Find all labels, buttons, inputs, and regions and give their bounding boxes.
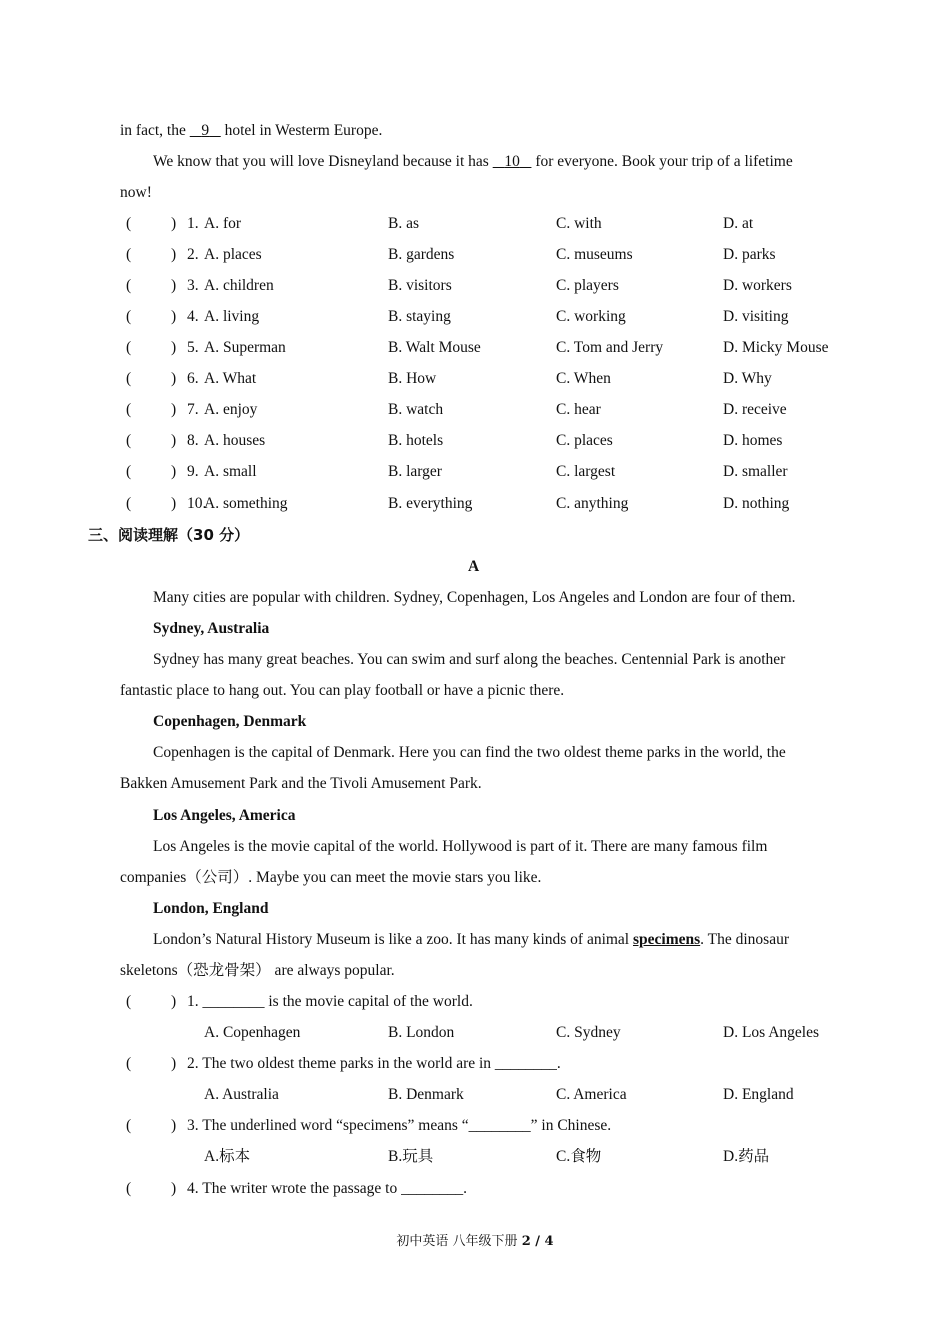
option-b: B.玩具	[388, 1148, 434, 1165]
la-text-2: companies（公司）. Maybe you can meet the movie stars you like.	[120, 869, 542, 886]
answer-bracket-close: )	[171, 277, 177, 294]
copenhagen-text-2: Bakken Amusement Park and the Tivoli Amusement Park.	[120, 775, 482, 792]
question-number: 7.	[187, 401, 199, 418]
reading-options	[126, 1147, 866, 1167]
cloze-line-3: now!	[120, 184, 152, 201]
answer-bracket[interactable]: (	[126, 463, 132, 480]
reading-question	[126, 1179, 866, 1199]
question-stem: 2. The two oldest theme parks in the world are in ________.	[187, 1055, 561, 1072]
answer-bracket-close: )	[171, 993, 177, 1010]
option-d: D. visiting	[723, 308, 789, 325]
cloze-line-1	[120, 121, 382, 141]
london-text: . The dinosaur	[700, 931, 789, 948]
option-b: B. larger	[388, 463, 442, 480]
option-a: A. living	[204, 308, 260, 325]
reading-question	[126, 1116, 866, 1136]
option-a: A. something	[204, 495, 288, 512]
section-title: 三、阅读理解（30 分）	[88, 526, 250, 544]
option-d: D. Micky Mouse	[723, 339, 829, 356]
cloze-text: We know that you will love Disneyland because it has	[153, 153, 489, 170]
blank-10: 10	[504, 153, 520, 170]
option-b: B. hotels	[388, 432, 444, 449]
cloze-question	[126, 369, 866, 389]
cloze-question	[126, 494, 866, 514]
sydney-text-2: fantastic place to hang out. You can play football or have a picnic there.	[120, 682, 565, 699]
option-b: B. gardens	[388, 246, 455, 263]
option-c: C. with	[556, 215, 602, 232]
question-stem: 3. The underlined word “specimens” means “________” in Chinese.	[187, 1117, 612, 1134]
passage-label: A	[468, 558, 480, 575]
la-heading: Los Angeles, America	[153, 807, 296, 824]
page-footer	[0, 1230, 950, 1249]
cloze-line-2	[153, 152, 793, 172]
la-text-1: Los Angeles is the movie capital of the world. Hollywood is part of it. There are many famous film	[153, 838, 768, 855]
option-d: D. at	[723, 215, 754, 232]
cloze-text: hotel in Westerm Europe.	[224, 122, 383, 139]
question-number: 9.	[187, 463, 199, 480]
answer-bracket-close: )	[171, 308, 177, 325]
reading-question	[126, 992, 866, 1012]
question-number: 10.	[187, 495, 207, 512]
option-c: C. places	[556, 432, 613, 449]
question-number: 5.	[187, 339, 199, 356]
question-stem: 4. The writer wrote the passage to ________.	[187, 1180, 467, 1197]
copenhagen-text-1: Copenhagen is the capital of Denmark. Here you can find the two oldest theme parks in the world, the	[153, 744, 786, 761]
option-c: C. hear	[556, 401, 601, 418]
london-text: London’s Natural History Museum is like a zoo. It has many kinds of animal	[153, 931, 630, 948]
cloze-question	[126, 245, 866, 265]
answer-bracket[interactable]: (	[126, 370, 132, 387]
answer-bracket[interactable]: (	[126, 993, 132, 1010]
option-d: D. parks	[723, 246, 776, 263]
option-d: D. receive	[723, 401, 787, 418]
option-b: B. Walt Mouse	[388, 339, 481, 356]
option-a: A. Superman	[204, 339, 286, 356]
cloze-text: for everyone. Book your trip of a lifetime	[535, 153, 793, 170]
answer-bracket[interactable]: (	[126, 277, 132, 294]
option-a: A. Australia	[204, 1086, 279, 1103]
answer-bracket[interactable]: (	[126, 495, 132, 512]
option-c: C. anything	[556, 495, 629, 512]
option-d: D. Why	[723, 370, 772, 387]
cloze-question	[126, 214, 866, 234]
question-number: 4.	[187, 308, 199, 325]
option-a: A. places	[204, 246, 262, 263]
option-a: A. for	[204, 215, 242, 232]
option-b: B. London	[388, 1024, 455, 1041]
answer-bracket[interactable]: (	[126, 1055, 132, 1072]
blank-9: 9	[201, 122, 210, 139]
option-c: C.食物	[556, 1148, 602, 1165]
answer-bracket[interactable]: (	[126, 401, 132, 418]
option-a: A. children	[204, 277, 274, 294]
option-a: A. What	[204, 370, 257, 387]
cloze-question	[126, 338, 866, 358]
cloze-text: in fact, the	[120, 122, 186, 139]
answer-bracket[interactable]: (	[126, 432, 132, 449]
option-d: D. smaller	[723, 463, 788, 480]
cloze-question	[126, 431, 866, 451]
option-b: B. Denmark	[388, 1086, 464, 1103]
answer-bracket-close: )	[171, 339, 177, 356]
answer-bracket[interactable]: (	[126, 1117, 132, 1134]
copenhagen-heading: Copenhagen, Denmark	[153, 713, 307, 730]
option-d: D. nothing	[723, 495, 790, 512]
option-c: C. working	[556, 308, 626, 325]
answer-bracket-close: )	[171, 463, 177, 480]
option-b: B. everything	[388, 495, 473, 512]
answer-bracket-close: )	[171, 495, 177, 512]
option-c: C. Tom and Jerry	[556, 339, 664, 356]
answer-bracket-close: )	[171, 401, 177, 418]
option-b: B. watch	[388, 401, 444, 418]
answer-bracket[interactable]: (	[126, 308, 132, 325]
answer-bracket-close: )	[171, 215, 177, 232]
passage-intro: Many cities are popular with children. Sydney, Copenhagen, Los Angeles and London are four of them.	[153, 589, 796, 606]
answer-bracket[interactable]: (	[126, 1180, 132, 1197]
question-stem: 1. ________ is the movie capital of the world.	[187, 993, 473, 1010]
option-c: C. largest	[556, 463, 616, 480]
cloze-question	[126, 400, 866, 420]
option-d: D. Los Angeles	[723, 1024, 820, 1041]
footer-text: 初中英语 八年级下册	[396, 1234, 518, 1249]
option-c: C. America	[556, 1086, 627, 1103]
question-number: 2.	[187, 246, 199, 263]
page-number: 2 / 4	[521, 1234, 554, 1249]
option-a: A. houses	[204, 432, 266, 449]
london-text-1	[153, 930, 789, 950]
cloze-question	[126, 462, 866, 482]
option-b: B. staying	[388, 308, 451, 325]
answer-bracket-close: )	[171, 1117, 177, 1134]
question-number: 3.	[187, 277, 199, 294]
sydney-heading: Sydney, Australia	[153, 620, 270, 637]
option-a: A. Copenhagen	[204, 1024, 301, 1041]
cloze-question	[126, 276, 866, 296]
answer-bracket-close: )	[171, 1180, 177, 1197]
reading-options	[126, 1085, 866, 1105]
cloze-question	[126, 307, 866, 327]
answer-bracket[interactable]: (	[126, 215, 132, 232]
reading-options	[126, 1023, 866, 1043]
answer-bracket-close: )	[171, 432, 177, 449]
question-number: 6.	[187, 370, 199, 387]
option-d: D.药品	[723, 1148, 770, 1165]
question-number: 1.	[187, 215, 199, 232]
option-b: B. as	[388, 215, 419, 232]
london-text-2: skeletons（恐龙骨架） are always popular.	[120, 962, 395, 979]
question-number: 8.	[187, 432, 199, 449]
answer-bracket-close: )	[171, 370, 177, 387]
option-c: C. Sydney	[556, 1024, 621, 1041]
option-a: A. enjoy	[204, 401, 258, 418]
option-c: C. museums	[556, 246, 633, 263]
sydney-text-1: Sydney has many great beaches. You can swim and surf along the beaches. Centennial Park is another	[153, 651, 786, 668]
answer-bracket[interactable]: (	[126, 246, 132, 263]
option-b: B. visitors	[388, 277, 452, 294]
option-a: A. small	[204, 463, 257, 480]
option-c: C. players	[556, 277, 619, 294]
reading-question	[126, 1054, 866, 1074]
option-b: B. How	[388, 370, 437, 387]
answer-bracket-close: )	[171, 1055, 177, 1072]
option-c: C. When	[556, 370, 611, 387]
london-heading: London, England	[153, 900, 269, 917]
answer-bracket-close: )	[171, 246, 177, 263]
option-d: D. homes	[723, 432, 783, 449]
option-d: D. workers	[723, 277, 792, 294]
underlined-word: specimens	[633, 931, 701, 948]
option-d: D. England	[723, 1086, 794, 1103]
option-a: A.标本	[204, 1148, 251, 1165]
answer-bracket[interactable]: (	[126, 339, 132, 356]
